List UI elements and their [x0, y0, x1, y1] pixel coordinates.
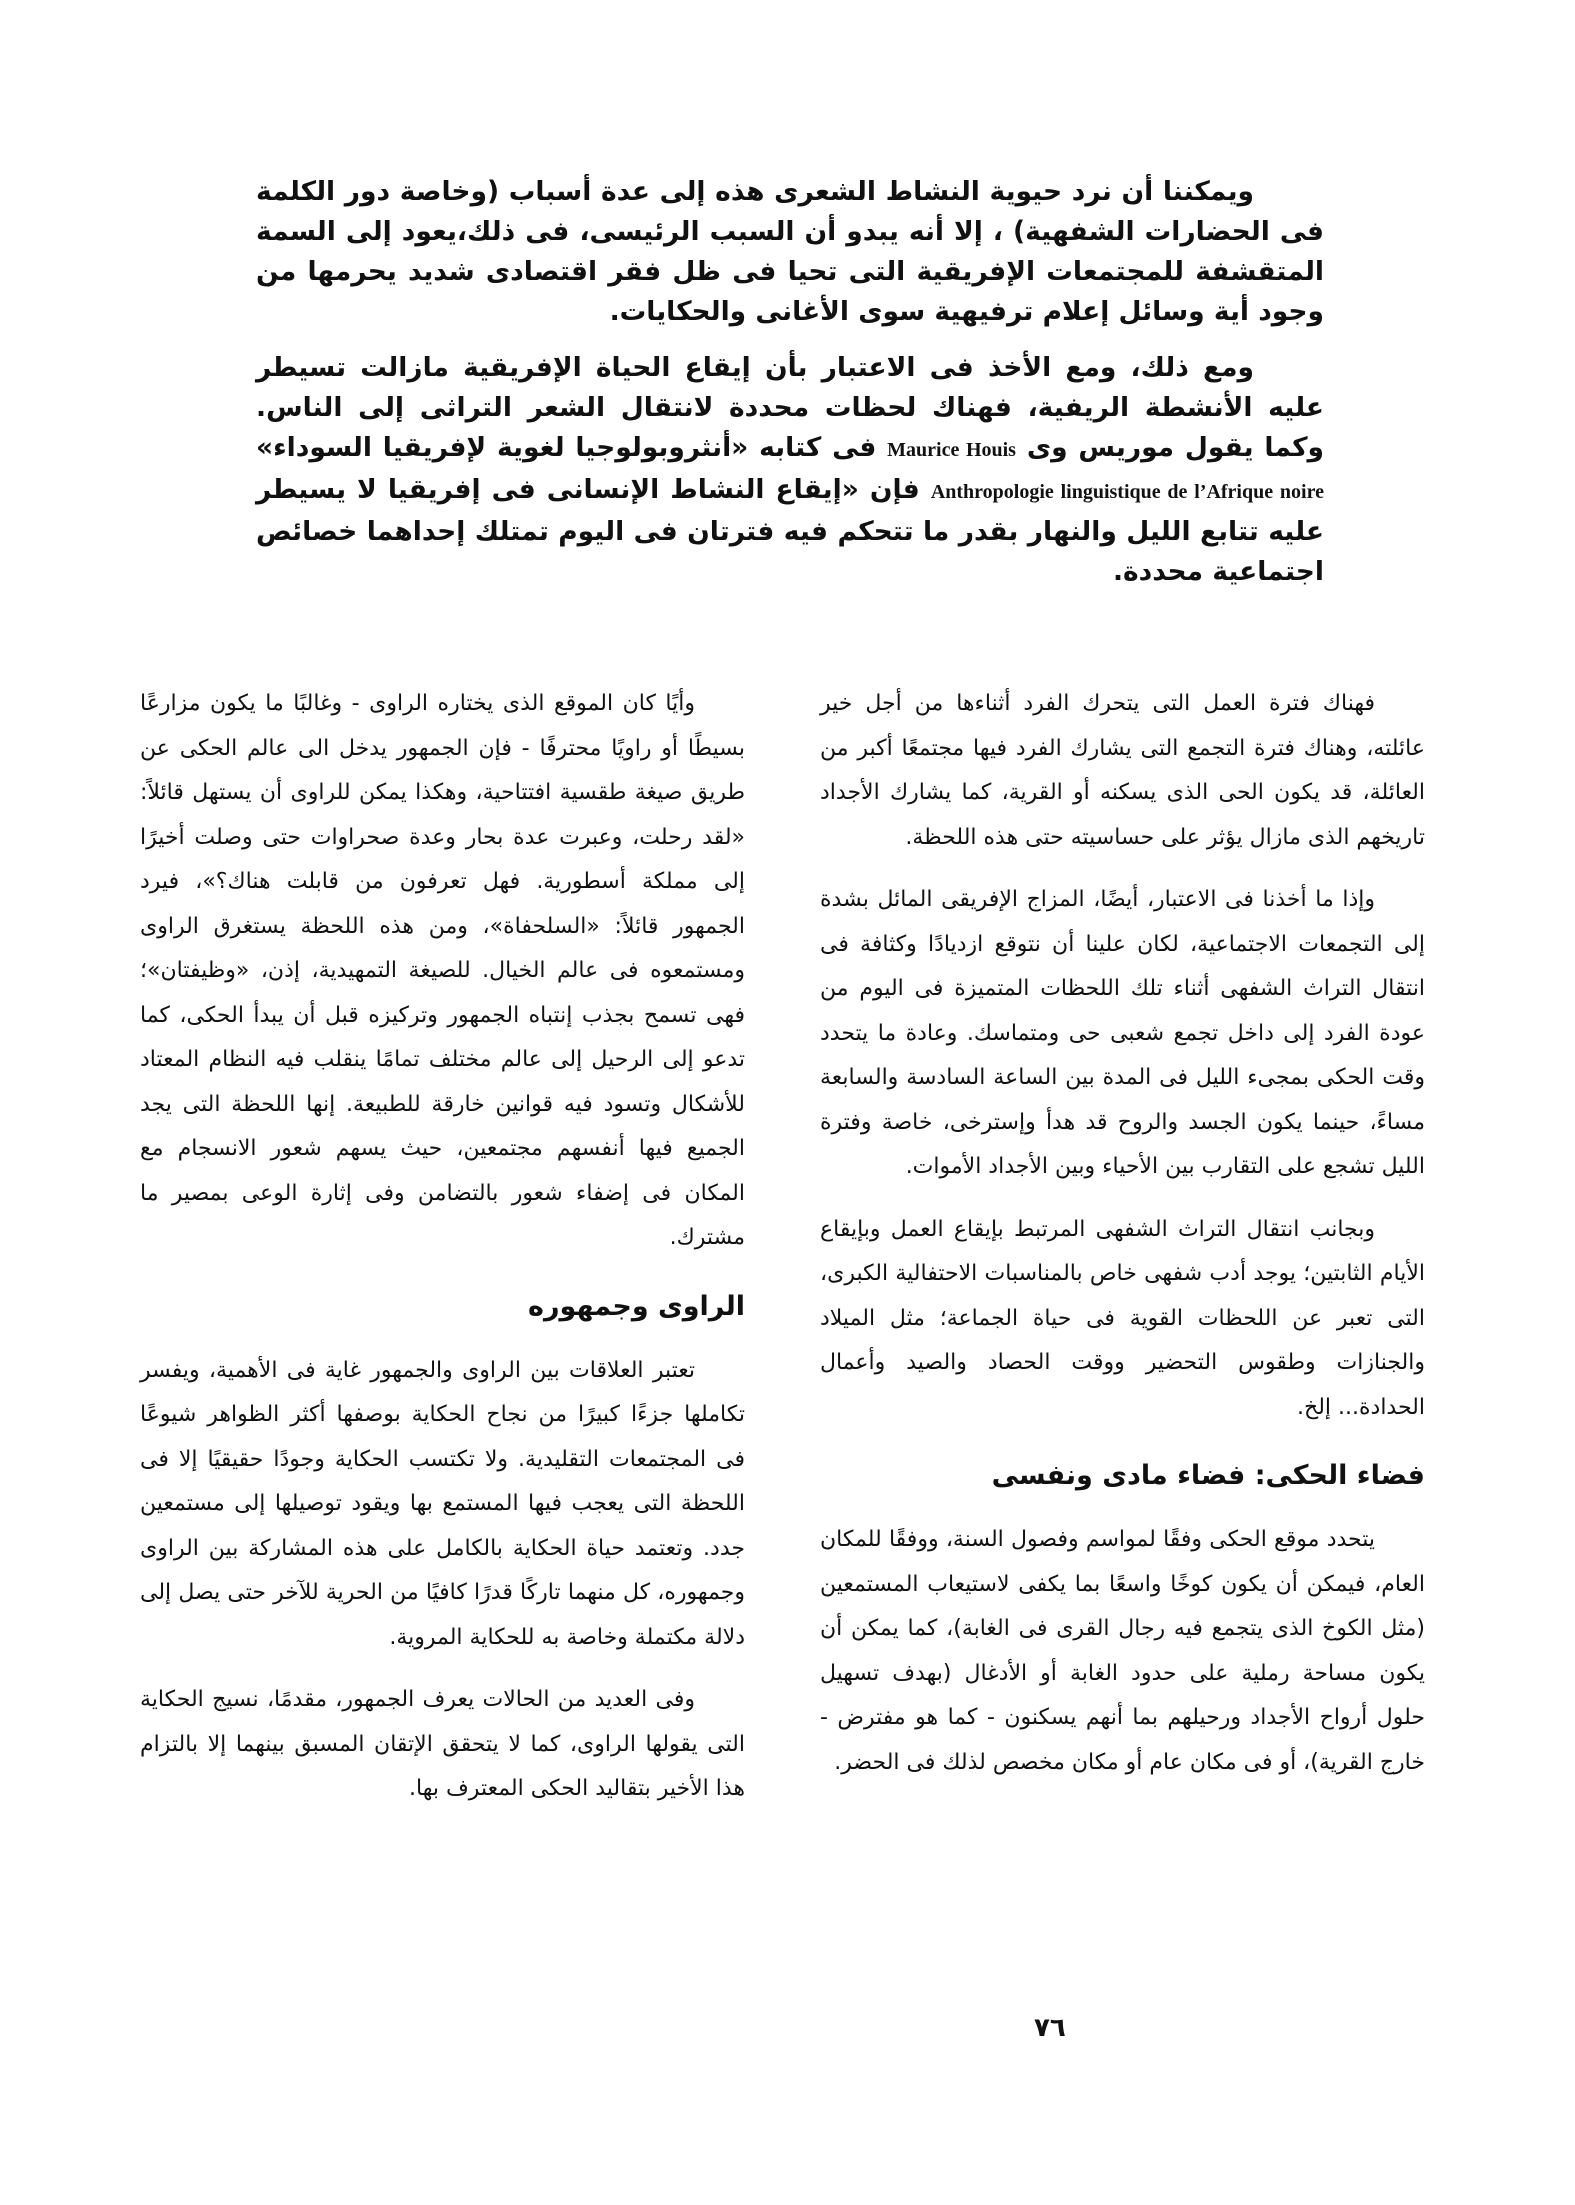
intro-paragraph-2 — [256, 348, 1324, 592]
right-paragraph-3: وبجانب انتقال التراث الشفهى المرتبط بإيقاع العمل وبإيقاع الأيام الثابتين؛ يوجد أدب شفهى خاص بالمناسبات الاحتفالية الكبرى، التى تعبر عن اللحظات القوية فى حياة الجماعة؛ مثل الميلاد والجنازات وطقوس التحضير ووقت الحصاد والصيد وأعمال الحدادة... إلخ. — [820, 1216, 1425, 1420]
intro-paragraph-2-text-a: ومع ذلك، ومع الأخذ فى الاعتبار بأن إيقاع الحياة الإفريقية مازالت تسيطر عليه الأنشطة الريفية، فهناك لحظات محددة لانتقال الشعر التراثى إلى الناس. وكما يقول موريس وى — [256, 352, 1324, 463]
right-paragraph-2: وإذا ما أخذنا فى الاعتبار، أيضًا، المزاج الإفريقى المائل بشدة إلى التجمعات الاجتماعية، لكان علينا أن نتوقع ازديادًا وكثافة فى انتقال التراث الشفهى أثناء تلك اللحظات المتميزة فى اليوم من عودة الفرد إلى داخل تجمع شعبى حى ومتماسك. وعادة ما يتحدد وقت الحكى بمجىء الليل فى المدة بين الساعة السادسة والسابعة مساءً، حينما يكون الجسد والروح قد هدأ وإسترخى، خاصة وفترة الليل تشجع على التقارب بين الأحياء وبين الأجداد الأموات. — [820, 887, 1425, 1179]
left-paragraph-2: تعتبر العلاقات بين الراوى والجمهور غاية فى الأهمية، ويفسر تكاملها جزءًا كبيرًا من نجاح الحكاية بوصفها أكثر الظواهر شيوعًا فى المجتمعات التقليدية. ولا تكتسب الحكاية وجودًا حقيقيًا إلا فى اللحظة التى يعجب فيها المستمع بها ويقود توصيلها إلى مستمعين جدد. وتعتمد حياة الحكاية بالكامل على هذه المشاركة بين الراوى وجمهوره، كل منهما تاركًا قدرًا كافيًا من الحرية للآخر حتى يصل إلى دلالة مكتملة وخاصة به للحكاية المروية. — [140, 1357, 745, 1650]
intro-block — [256, 172, 1324, 608]
right-paragraph-4: يتحدد موقع الحكى وفقًا لمواسم وفصول السنة، ووفقًا للمكان العام، فيمكن أن يكون كوخًا واسعًا بما يكفى لاستيعاب المستمعين (مثل الكوخ الذى يتجمع فيه رجال القرى فى الغابة)، كما يمكن أن يكون مساحة رملية على حدود الغابة أو الأدغال (بهدف تسهيل حلول أرواح الأجداد ورحيلهم بما أنهم يسكنون - كما هو مفترض - خارج القرية)، أو فى مكان عام أو مكان مخصص لذلك فى الحضر. — [820, 1527, 1425, 1775]
left-column — [140, 682, 745, 1830]
intro-paragraph-2-text-c: فإن «إيقاع النشاط الإنسانى فى إفريقيا لا يسيطر عليه تتابع الليل والنهار بقدر ما تتحكم فيه فترتان فى اليوم تمتلك إحداهما خصائص اجتماعية محددة. — [256, 474, 1324, 587]
section-heading-storytelling-space: فضاء الحكى: فضاء مادى ونفسى — [991, 1460, 1425, 1491]
left-paragraph-3: وفى العديد من الحالات يعرف الجمهور، مقدمًا، نسيج الحكاية التى يقولها الراوى، كما لا يتحقق الإتقان المسبق بينهما إلا بالتزام هذا الأخير بتقاليد الحكى المعترف بها. — [140, 1687, 745, 1801]
intro-paragraph-2-text-b: فى كتابه «أنثروبولوجيا لغوية لإفريقيا السوداء» — [256, 432, 877, 463]
intro-paragraph-1: ويمكننا أن نرد حيوية النشاط الشعرى هذه إلى عدة أسباب (وخاصة دور الكلمة فى الحضارات الشفهية) ، إلا أنه يبدو أن السبب الرئيسى، فى ذلك،يعود إلى السمة المتقشفة للمجتمعات الإفريقية التى تحيا فى ظل فقر اقتصادى شديد يحرمها من وجود أية وسائل إعلام ترفيهية سوى الأغانى والحكايات. — [256, 176, 1324, 327]
left-paragraph-1: وأيًا كان الموقع الذى يختاره الراوى - وغالبًا ما يكون مزارعًا بسيطًا أو راويًا محترفًا - فإن الجمهور يدخل الى عالم الحكى عن طريق صيغة طقسية افتتاحية، وهكذا يمكن للراوى أن يستهل قائلاً: «لقد رحلت، وعبرت عدة بحار وعدة صحراوات حتى وصلت أخيرًا إلى مملكة أسطورية. فهل تعرفون من قابلت هناك؟»، فيرد الجمهور قائلاً: «السلحفاة»، ومن هذه اللحظة يستغرق الراوى ومستمعوه فى عالم الخيال. للصيغة التمهيدية، إذن، «وظيفتان»؛ فهى تسمح بجذب إنتباه الجمهور وتركيزه قبل أن يبدأ الحكى، كما تدعو إلى الرحيل إلى عالم مختلف تمامًا ينقلب فيه النظام المعتاد للأشكال وتسود فيه قوانين خارقة للطبيعة. إنها اللحظة التى يجد الجميع فيها أنفسهم مجتمعين، حيث يسهم شعور الانسجام مع المكان فى إضفاء شعور بالتضامن وفى إثارة الوعى بمصير ما مشترك. — [140, 691, 745, 1250]
page-number: ٧٦ — [1034, 2013, 1066, 2043]
right-column — [820, 682, 1425, 1803]
section-heading-narrator-audience: الراوى وجمهوره — [528, 1290, 745, 1322]
right-paragraph-1: فهناك فترة العمل التى يتحرك الفرد أثناءها من أجل خير عائلته، وهناك فترة التجمع التى يشارك الفرد فيها مجتمعًا أكبر من العائلة، قد يكون الحى الذى يسكنه أو القرية، كما يشارك الأجداد تاريخهم الذى مازال يؤثر على حساسيته حتى هذه اللحظة. — [820, 691, 1425, 850]
author-name-latin: Maurice Houis — [887, 439, 1016, 461]
book-title-latin: Anthropologie linguistique de l’Afrique noire — [930, 481, 1324, 503]
